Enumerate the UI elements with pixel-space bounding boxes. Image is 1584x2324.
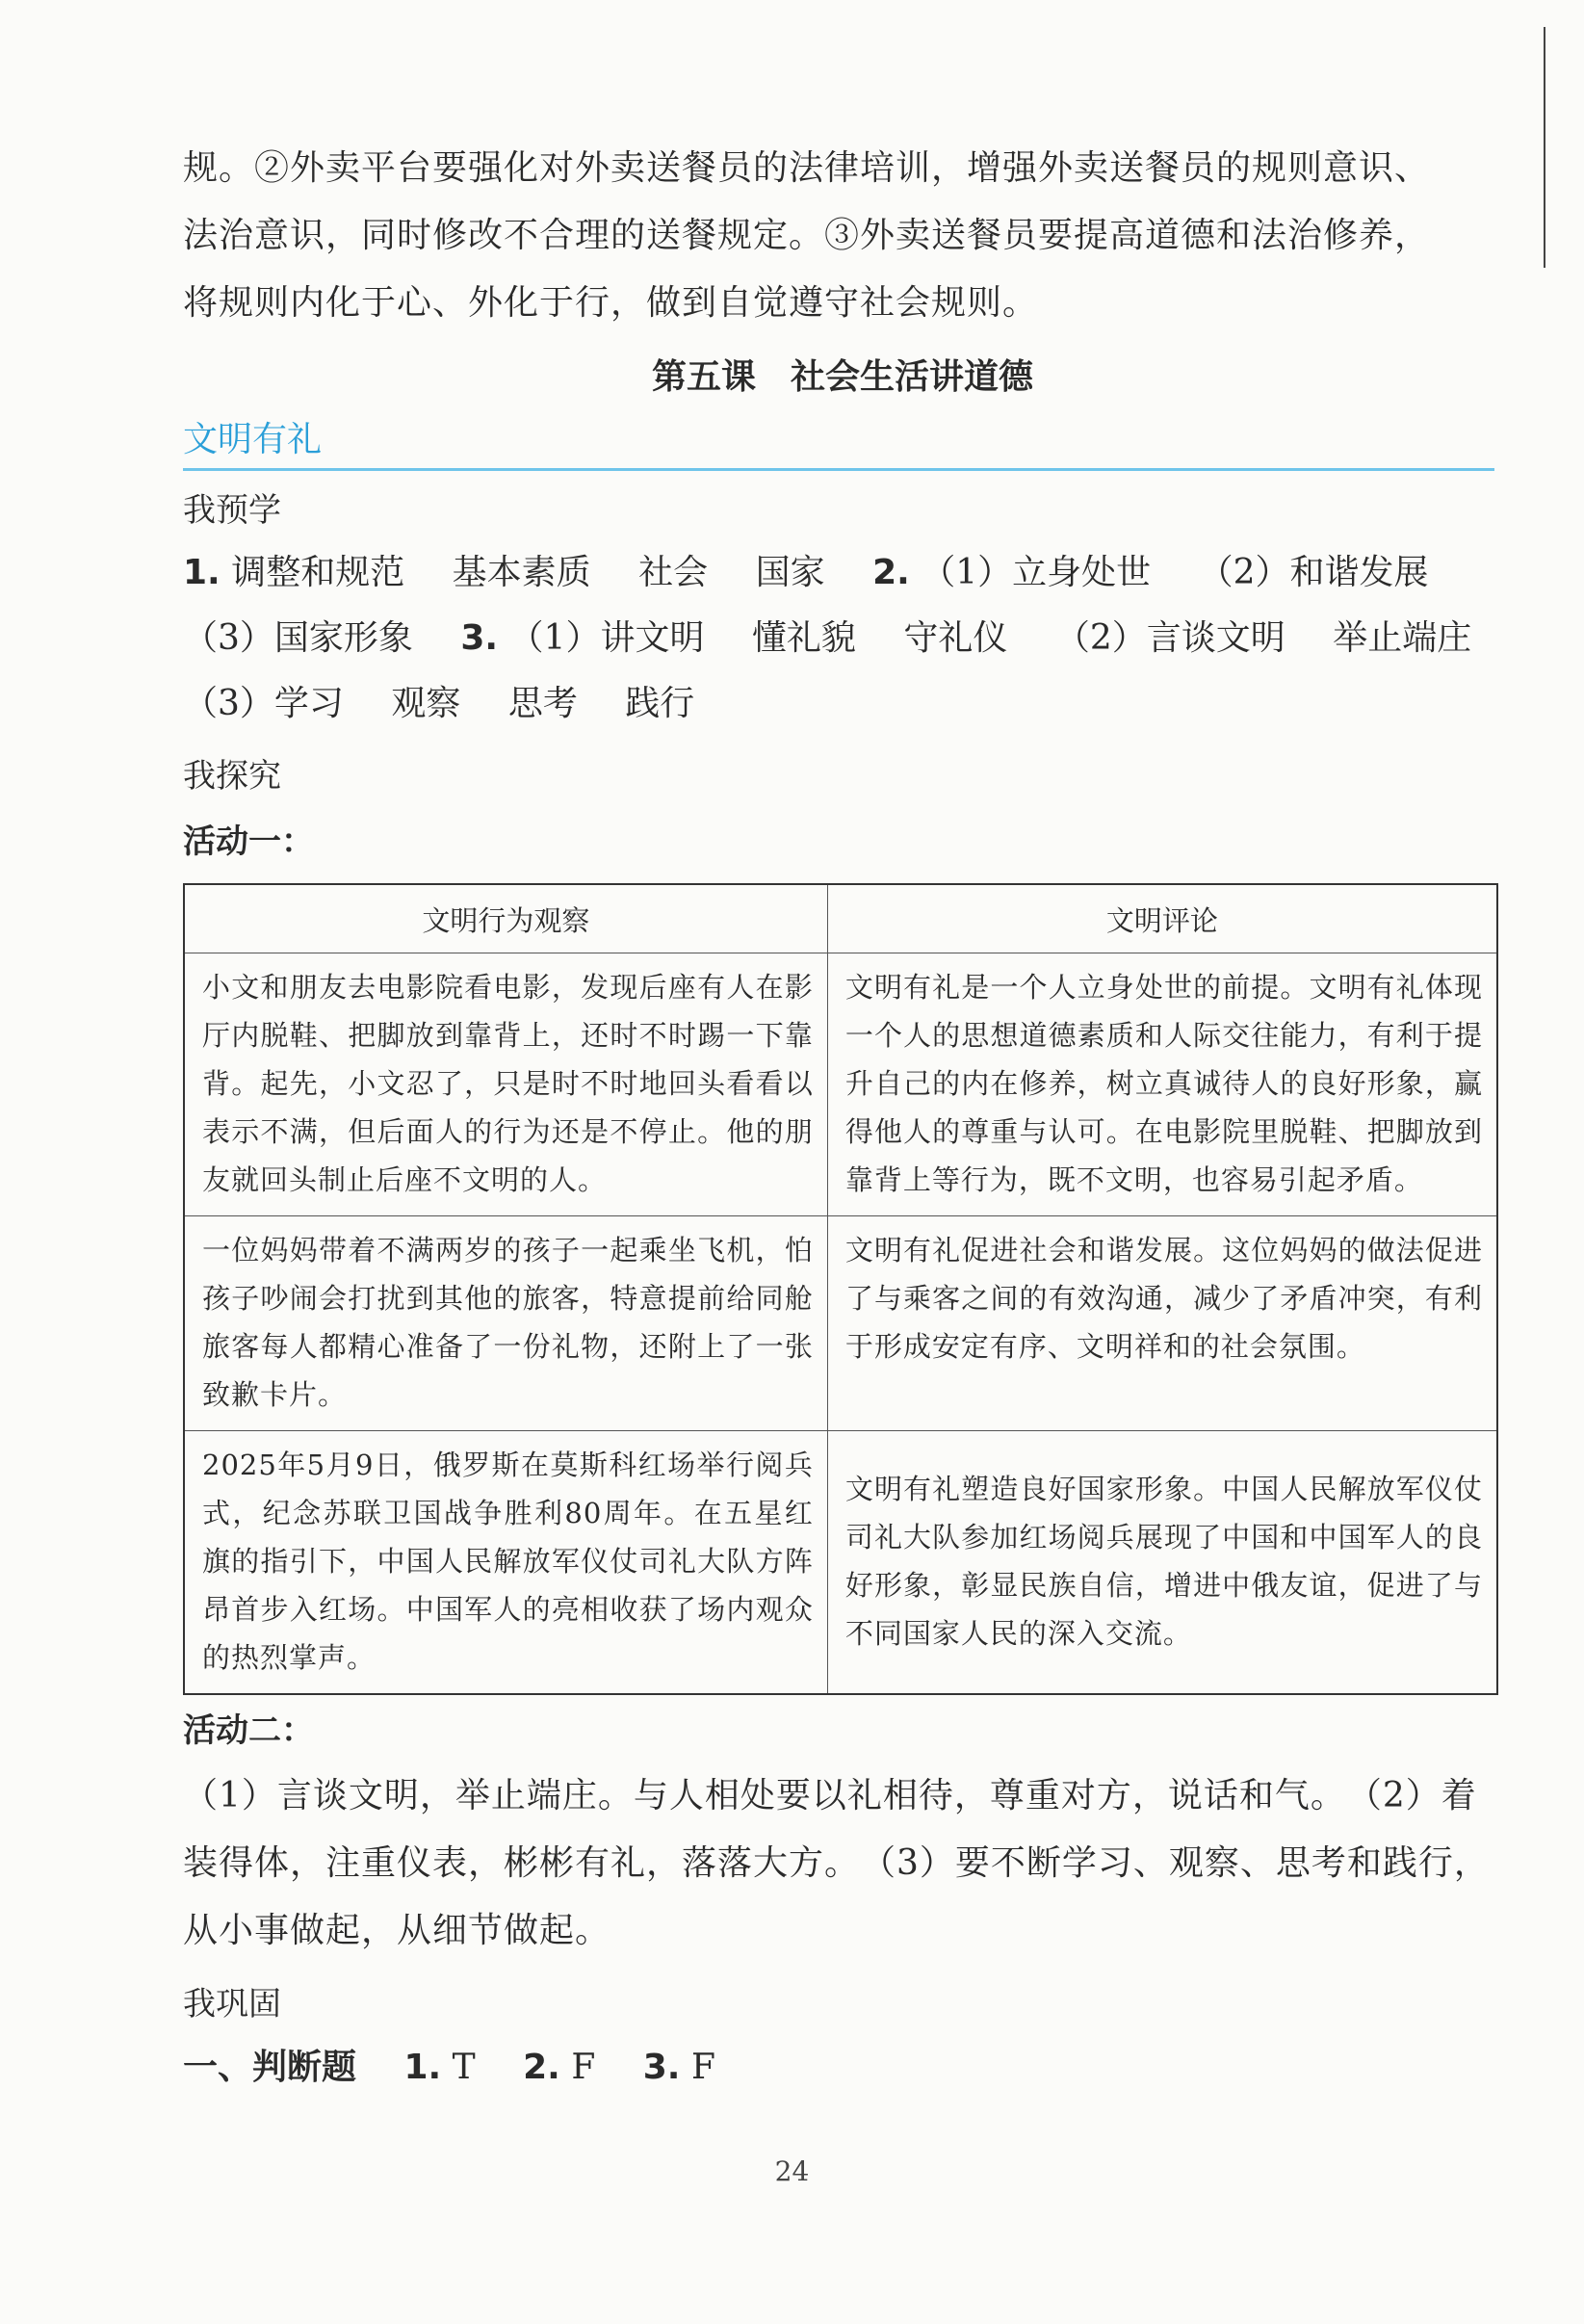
preview-heading: 我预学 — [183, 491, 281, 530]
intro-line: 规。②外卖平台要强化对外卖送餐员的法律培训，增强外卖送餐员的规则意识、 — [183, 148, 1431, 188]
table-header-row — [184, 884, 1497, 953]
column-header-comment: 文明评论 — [827, 884, 1497, 953]
answer-text: （3）国家形象 — [183, 618, 413, 658]
activity-two-heading: 活动二： — [183, 1711, 314, 1750]
table-cell: 小文和朋友去电影院看电影，发现后座有人在影厅内脱鞋、把脚放到靠背上，还时不时踢一下靠背。起先，小文忍了，只是时不时地回头看看以表示不满，但后面人的行为还是不停止。他的朋友就回头制止后座不文明的人。 — [184, 953, 827, 1216]
answer-text: （3）学习 — [183, 684, 344, 723]
answer-text: 举止端庄 — [1333, 618, 1472, 658]
answer-text: 社会 — [638, 553, 709, 592]
preview-answer-line-3 — [183, 671, 1502, 737]
column-header-observation: 文明行为观察 — [184, 884, 827, 953]
explore-heading: 我探究 — [183, 757, 281, 796]
table-row — [184, 953, 1497, 1216]
answer-text: 践行 — [625, 684, 695, 723]
margin-rule — [1544, 27, 1545, 268]
question-number: 1. — [183, 553, 221, 592]
answer-text: F — [690, 2048, 715, 2087]
lesson-title: 第五课 社会生活讲道德 — [651, 357, 1033, 397]
intro-line: 法治意识，同时修改不合理的送餐规定。③外卖送餐员要提高道德和法治修养， — [183, 216, 1431, 255]
question-number: 3. — [642, 2048, 681, 2087]
answer-text: F — [571, 2048, 596, 2087]
judgment-label: 一、判断题 — [183, 2048, 357, 2087]
intro-line: 将规则内化于心、外化于行，做到自觉遵守社会规则。 — [183, 283, 1039, 323]
answer-text: 调整和规范 — [231, 553, 405, 592]
table-cell: 文明有礼塑造良好国家形象。中国人民解放军仪仗司礼大队参加红场阅兵展现了中国和中国军人的良好形象，彰显民族自信，增进中俄友谊，促进了与不同国家人民的深入交流。 — [827, 1431, 1497, 1695]
preview-answer-line-1 — [183, 540, 1502, 606]
answer-text: 国家 — [755, 553, 825, 592]
page-number: 24 — [774, 2155, 810, 2187]
table-row — [184, 1216, 1497, 1431]
consolidate-heading: 我巩固 — [183, 1985, 281, 2024]
answer-text: T — [452, 2048, 476, 2087]
question-number: 2. — [523, 2048, 560, 2087]
activity-one-heading: 活动一： — [183, 823, 314, 861]
answer-text: （2）言谈文明 — [1054, 618, 1285, 658]
answer-text: （1）立身处世 — [921, 553, 1152, 592]
question-number: 1. — [403, 2048, 442, 2087]
answer-text: 懂礼貌 — [751, 618, 856, 658]
table-cell: 文明有礼是一个人立身处世的前提。文明有礼体现一个人的思想道德素质和人际交往能力，有利于提升自己的内在修养，树立真诚待人的良好形象，赢得他人的尊重与认可。在电影院里脱鞋、把脚放到靠背上等行为，既不文明，也容易引起矛盾。 — [827, 953, 1497, 1216]
section-title: 文明有礼 — [183, 412, 1494, 471]
answer-text: （1）讲文明 — [508, 618, 705, 658]
judgment-answers — [183, 2034, 1502, 2102]
table-cell: 文明有礼促进社会和谐发展。这位妈妈的做法促进了与乘客之间的有效沟通，减少了矛盾冲突，有利于形成安定有序、文明祥和的社会氛围。 — [827, 1216, 1497, 1431]
question-number: 3. — [460, 618, 499, 658]
intro-paragraph — [183, 135, 1502, 337]
answer-text: 基本素质 — [452, 553, 591, 592]
question-number: 2. — [872, 553, 910, 592]
table-cell: 一位妈妈带着不满两岁的孩子一起乘坐飞机，怕孩子吵闹会打扰到其他的旅客，特意提前给同舱旅客每人都精心准备了一份礼物，还附上了一张致歉卡片。 — [184, 1216, 827, 1431]
answer-text: 观察 — [391, 684, 461, 723]
activity-two-text: （1）言谈文明，举止端庄。与人相处要以礼相待，尊重对方，说话和气。 （2）着装得体，注重仪表，彬彬有礼，落落大方。 （3）要不断学习、观察、思考和践行，从小事做起，从细节做起。 — [183, 1776, 1490, 1950]
page-content — [183, 135, 1502, 2102]
answer-text: 守礼仪 — [903, 618, 1008, 658]
preview-answer-line-2 — [183, 606, 1502, 671]
answer-text: （2）和谐发展 — [1198, 553, 1429, 592]
civility-table — [183, 883, 1498, 1695]
answer-text: 思考 — [507, 684, 578, 723]
table-cell: 2025年5月9日，俄罗斯在莫斯科红场举行阅兵式，纪念苏联卫国战争胜利80周年。在五星红旗的指引下，中国人民解放军仪仗司礼大队方阵昂首步入红场。中国军人的亮相收获了场内观众的热烈掌声。 — [184, 1431, 827, 1695]
table-row — [184, 1431, 1497, 1695]
